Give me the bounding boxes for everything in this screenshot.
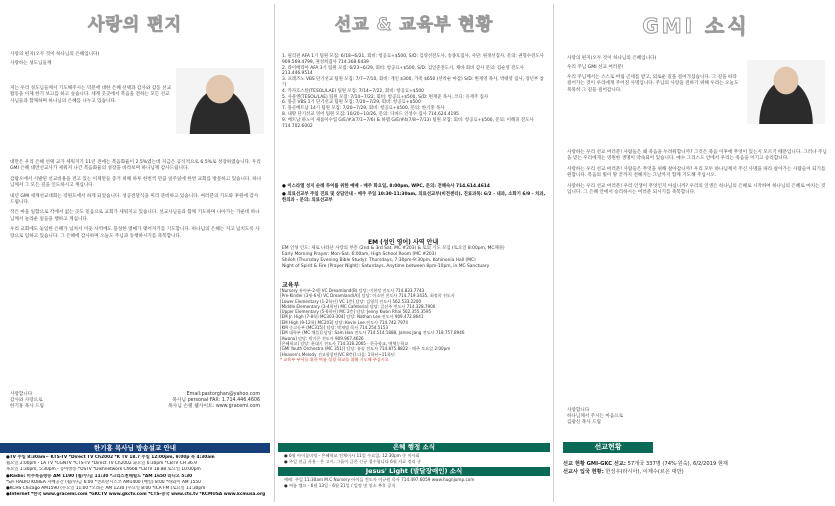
- column-mission-education: [278, 0, 550, 506]
- jesus-light-bar: Jesus' Light (발달장애인) 소식: [278, 467, 550, 476]
- jesus-light-item: 예배: 주일 11:30am M.C Nursery 아이들 전도사 이규원 목사 714.497.6059 www.hugnjump.com: [284, 477, 475, 482]
- gmi-paragraph: 사랑하는 우리 선교 여러분! 우리 인생이 무엇인지 아십니까? 우리의 인생은 하나님의 은혜로 시작하여 하나님의 은혜로 마치는 것입니다. 그 은혜 안에서 승리하시는 여러분 되시기를 축복합니다.: [567, 183, 826, 196]
- letter-paragraph: 작은 마을 일함으로 각에서 없는 곳도 믿음으로 교회가 세워지고 있습니다. 선교사님들과 함께 기도하며 나아가는 가운데 하나님께서 놀라운 일들을 행하고 계십니다.: [10, 210, 260, 222]
- closing-line: 사랑합니다: [567, 408, 590, 413]
- education-list: [280, 288, 548, 362]
- mission-item: 9. 배트남 하노이 새롭이수업 G/E/#3(7/1~7/6) & 하렘 G/E/#4(7/8~7/13) 팀원 모집: 회비: 항공료+$500, 문의: 이해피 전도사 714.702.6002: [282, 117, 534, 129]
- letter-paragraph: 우리 교회에도 놓임한 은혜가 넘쳐서 이웃 사역에도 풍성한 열매가 맺어지기를 기도합니다. 하나님의 은혜는 지고 넘치도록 사랑으로 임하고 있습니다. 그 은혜에 감사하며 오늘도 주님과 동행하시기를 축복합니다.: [10, 227, 260, 239]
- column-divider: [553, 4, 554, 502]
- broadcast-bar: 한기홍 목사님 방송설교 안내: [0, 443, 270, 453]
- letter-paragraph: 내년 GMI 세계선교대회는 강원도에서 하게 되었습니다. 성공전달식을 미리 준비하고 있습니다. 여러분의 기도와 후원에 감사드립니다.: [10, 193, 259, 206]
- gmi-closing: [567, 408, 623, 426]
- status-label: 선교 현황 GMI-GKC 선교:: [563, 461, 626, 467]
- admin-news-bar: 은혜 행정 소식: [278, 443, 550, 452]
- heading-gmi-news: GMI 소식: [642, 14, 750, 38]
- em-ministry-title: EM (성인 영어) 사역 안내: [368, 239, 439, 246]
- admin-news-list: [284, 453, 546, 465]
- closing-line: 하나님께서 주시는 마음으로: [567, 414, 624, 419]
- education-item: [GMI Youth Orchestra (MC 351)] 담당: 유솔 전도사 714.875.8822 - 매주 토요일 2:00pm: [280, 346, 451, 352]
- education-note: * 교육부 부서를 위한 여름 성경 학교를 위해 기도해 주십시오: [280, 356, 389, 362]
- gmi-paragraph: 사랑하는 우리 선교 여러분! 사람들은 왜 죽음을 두려워합니까? 그것은 죽음 이후에 무엇이 있는지 모르기 때문입니다. 그러나 주님을 믿는 우리에게는 영원한 생명이 약속되어 있습니다. 예수 그리스도 안에서 우리는 죽음을 이기고 승리합니다.: [567, 150, 827, 162]
- column-pastor-letter: [0, 0, 270, 506]
- broadcast-row: *S/F RADIO KOREA 자매공간 (월/수/금 6:00 *샌프란시스코 AM1400 (매일) 8:00 *하와이 AM 1550: [6, 479, 201, 485]
- closing-line: 감사와 사랑으로: [10, 398, 43, 403]
- closing-signature: 한기홍 목사 드림: [10, 404, 44, 409]
- status-row: [563, 460, 829, 468]
- broadcast-row: ●Internet *한국 www.gracemi.com *GKCTV www.gkctv.com *CTS-중국 www.cts.tv *KCMUSA www.kcmusa.org: [6, 492, 266, 498]
- gmi-paragraph: 사랑하는 우리 선교 여러분! 사람들은 무엇을 위해 살아갑니까? 우리 모두 하나님께서 주신 사명을 따라 살아가는 사람들이 되기를 원합니다. 복음의 빛이 땅 끝까지 전해지는 그날까지 함께 기도해 주십시오.: [567, 166, 826, 179]
- pastor-photo: [176, 68, 264, 134]
- mission-item: 5. 사물엔(TESOL/LAE) 팀원 모집: 7/14~7/22, 회비: 항공료+$500, S/D: 변재준 목사, 코디: 유재주 집사: [282, 94, 489, 100]
- education-item: [EM Jr. High (7-8학) MC303-304] 담당: Nathan Lee 전도사 909.472.8641: [280, 314, 424, 320]
- mission-status-bar: 선교현황: [563, 442, 653, 453]
- letter-closing: [10, 392, 44, 410]
- education-item: [Awana] 담당: 박기은 전도사 909.967.4626: [280, 335, 364, 341]
- gmi-paragraph: 우리 주님께서는 스스로 버림 곤세를 받고, 외로운 길을 걸어가셨습니다. 그 길을 따라 걸어가는 것이 우리에게 주어진 사명입니다. 주님의 사랑을 전하기 위해 우리는 오늘도 묵묵히 그 길을 걸어갑니다.: [567, 74, 739, 93]
- gmi-body: [567, 150, 827, 200]
- letter-greeting: 사랑의 편지(오두 것이 하나님의 은혜입니다): [10, 52, 100, 57]
- broadcast-schedule: [0, 454, 272, 506]
- mission-item: 3. 프레즈노 VBS 단기선교 팀원 모집: 7/7~7/10, 회비: 개인 $300, 가족 $650 (선착순 마감) S/D: 변재영 목사, 박태영 집사, 장년부 참가: [282, 77, 544, 88]
- letter-intro: [10, 52, 172, 71]
- education-item: [EM 대학부 (MC 채플)] 담당: Sam Han 전도사 714.514.1888, James Jang 전도사 718.757.8946: [280, 330, 465, 336]
- education-item: [Pre-Kinder (3세-6세) VC Dreamland(A)] 담당: 이소연 전도사 714.719.3435, 최정희 전도사: [280, 293, 455, 299]
- contact-website[interactable]: 목사님 손렬 웹사이트: www.gracemi.com: [167, 404, 260, 410]
- broadcast-row: ●TV 주일 8:30am~ KTS-TV *Direct TV Ch2002 *K TV 18.7 주일 12:00pm, 9:00p 목 4:30am: [6, 455, 215, 460]
- admin-news-item: ● 주일 헌금 사용 - 은 고시, 그룹이 금은 신규 접수합니다 6월 자료 정리 중: [284, 458, 422, 464]
- broadcast-row: ●Radio: 미주복음방송 AM 1190 (월/수/금 11:30 *크리스천헤럴드 *AM 1650 라디오 5:30: [6, 473, 193, 479]
- letter-body: [10, 160, 262, 244]
- education-item: [Upper Elementary (5-6학년) MC 2층] 담당: Jenny Kwon Rhai 562.355.3595: [280, 309, 432, 315]
- mission-item: 7. 몽골베트남 14기 팀원 모집: 7/20~7/29, 회비: 항공료+$500, 문의: 한기홍 목사: [282, 106, 445, 112]
- letter-paragraph: 감람오에서 시발된 선교비용을 전고 있는 이제만들 증거 위해 하루 한번씩 만큼 일주일에 한번 교회를 방문하고 있습니다. 하나님께서 그 모든 길을 인도하시고 계십니다.: [10, 176, 262, 189]
- contact-email[interactable]: Email:pastorghan@yahoo.com: [186, 392, 260, 397]
- notice-item: ● 의료선교부 주일 진료 및 상담안내 - 매주 주일 10:30-11:30am, 의료선교부(비전센터), 진료과목: 6/2 - 내과, 소화기 6/9 - 치과, 한의과 - 문의: 의료선교부: [282, 192, 546, 204]
- education-item: [은혜학교] 담당: 윤대기 전도사 714.318.2065 - 한국학교, 예체능학교: [280, 340, 409, 346]
- mission-item: 1. 필리핀 AFA 1기 팀원 모집: 6/18~6/21, 회비: 항공료+$500, S/D: 김영선전도사, 송종호집사, 사단: 원정선집사, 문의: 권형수전도사 909.569.4799, 권성희집사 714.368.6439: [282, 54, 544, 65]
- letter-paragraph: 저는 우리 성도님들께서 기도해주시는 덕분에 대한 은혜 선택과 감사와 감동 선교활동을 이제 한기 보고를 하고 싶습니다. 세계 곳곳에서 복음을 전하는 모든 선교사님들과 함께하며 하나님의 은혜를 나누고 있습니다.: [10, 86, 172, 104]
- education-item: [Lower Elementary (1-2학년) VC 1층] 담당: 김영희 전도사 562.533.2200: [280, 298, 422, 304]
- letter-paragraph: 대만은 우리 은혜 선택 교가 세워지기 11년 전에는 복음화율이 2.5%였는데 지금은 공식적으로 6.5%로 성장하였습니다. 우리 GMI 은혜 대만선교사가 세워져 나간 복음화율의 성장을 바라보며 하나님께 감사드립니다.: [10, 160, 261, 172]
- gmi-intro: [567, 56, 741, 98]
- admin-news-item: ● 6월 아이돌미팅 - 은혜학교 전체이사 11일 수요일, 12:30pm 중 이사회: [284, 453, 420, 458]
- mission-item: 8. 내땅 단기선교 영어 팀원 모집: 10/20~10/26, 문의: 디바드 인성수 집사 714.624.4195: [282, 111, 459, 117]
- gmi-greeting: 사랑의 편지(오두 것이 하나님의 은혜입니다): [567, 56, 657, 61]
- letter-salutation: 사랑하는 성도님들께: [10, 61, 52, 67]
- status-label: 선교사 입국 현황:: [563, 469, 604, 475]
- education-item: [Nursery 유아부-2세] VC Dreamland(B) 담당: 이현정 전도사 714.833.7743: [280, 288, 425, 293]
- education-item: [Middle Elementary (3-4학년) MC Cafeteria] 담당: 길선주 전도사 714.328.7900: [280, 303, 436, 309]
- column-divider: [274, 4, 275, 502]
- broadcast-row: 목요일 1:30pm, 5:30pm - 동아방송 *OSTV *Dishnetwork Ch668 *CBTV 18.88 토요일 10:00pm: [6, 467, 201, 473]
- mission-status: [563, 460, 829, 476]
- closing-signature: 김광신 목사 드림: [567, 420, 601, 425]
- missionary-photo: [747, 60, 825, 124]
- broadcast-row: ●KCHS Chicago AM1590 (수요일 11:00 *오레곤 AM 1230 (수요일 8:00 *ICA FM (토요일 11:30pm: [6, 486, 206, 492]
- em-ministry-list: [282, 246, 546, 270]
- em-item: Shiloh (Thursday Evening Bible Study): Thursdays, 7:30pm-9:30pm, Kohinonia Hall (MC): [282, 258, 476, 264]
- jesus-light-item: ● 여름 캠프 - 6월 13일 - 6월 21일 / 일정 및 장소 추후 공지: [284, 482, 396, 488]
- broadcast-row: 월요일 2:00pm - LA TV *CGNTV *CTS-TV *Direct TV Ch2002 화요일 6:30pm *CBTV CH 36.9: [6, 461, 197, 467]
- notice-list: [282, 184, 546, 204]
- letter-body-top: [10, 86, 172, 109]
- gmi-salutation: 우리 주님 GMI 선교 여러분!: [567, 65, 624, 71]
- mission-list: [282, 54, 546, 129]
- education-title: 교육부: [282, 282, 300, 289]
- column-gmi-news: [557, 0, 835, 506]
- em-item: Early Morning Prayer: Mon-Sat. 6:00am, High School Room (MC #203): [282, 252, 437, 258]
- heading-mission-education: 선교 & 교육부 현황: [334, 15, 494, 35]
- status-row: [563, 468, 829, 476]
- contact-fax: 목사님 personal FAX: 1.714.446.4606: [172, 398, 260, 404]
- mission-item: 4. 카자흐스탄(TESOL/LAE) 팀원 모집: 7/14~7/22, 회비: 항공료+$500: [282, 88, 424, 94]
- heading-pastor-letter: 사랑의 편지: [87, 15, 183, 35]
- em-item: Night of Spirit & Fire (Prayer Night): Saturdays, Anytime between 8pm-10pm, in MC Sanctuary: [282, 264, 490, 270]
- status-value: 한성우(라시아), 이제수(르온 대만): [605, 469, 684, 475]
- mission-item: 2. 라이베리아 AFA 3기 팀원 모집: 6/23~6/29, 회비: 항공료+$500, S/D: 김일준전도사, 채바 회비 감사 문의: 김순영 전도사 213.446.9514: [282, 65, 524, 77]
- em-item: EM 인성 인도: 새로 나타난 사랑의 부흥 (2nd & 3rd Sat. MC #203) & 토의 기도 모임 (토요일 8:00pm, MC채플): [282, 246, 505, 251]
- education-item: [EM High (9-12학) MC203] 담당: Kevin Lee 전도사 714.742.7974: [280, 319, 408, 325]
- education-item: [KM 중고등부 (MC315)] 담당: 박재범 목사 714.254.5153: [280, 325, 389, 331]
- status-value: 57개국 337명 (74%·원숙), 6/2/2019 현재: [627, 461, 728, 467]
- notice-item: ● 이스라엘 성지 순례 투어를 위한 예배 - 매주 화요일, 8:00pm, WPC, 문의: 전혜숙사 714.614.4614: [282, 184, 490, 189]
- jesus-light-list: [284, 477, 546, 489]
- mission-item: 6. 몽골 VBS 1기 단기선교 팀원 모집: 7/20~7/29, 회비: 항공료+$500: [282, 100, 421, 106]
- pastor-contact: [118, 392, 260, 411]
- closing-line: 사랑합니다: [10, 392, 33, 397]
- education-item: [Heaven's Melody 선교합창단(VC 8층)] 다음: 1학년~11학년: [280, 351, 395, 357]
